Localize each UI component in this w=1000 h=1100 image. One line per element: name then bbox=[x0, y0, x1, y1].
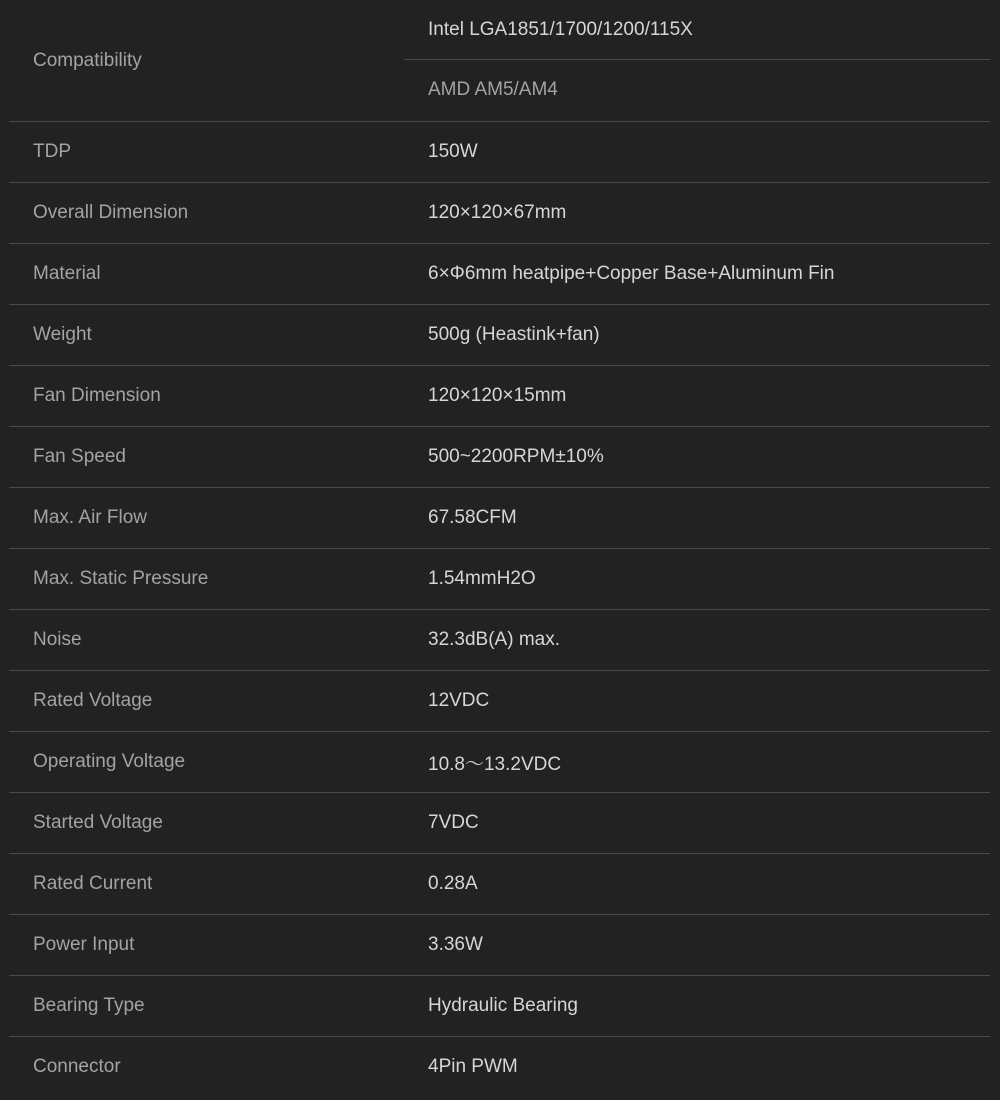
spec-label: Connector bbox=[33, 1056, 121, 1077]
spec-label: Max. Air Flow bbox=[33, 507, 148, 528]
spec-label: Bearing Type bbox=[33, 995, 145, 1016]
spec-table bbox=[9, 0, 990, 1097]
spec-label: Max. Static Pressure bbox=[33, 568, 209, 589]
spec-row-connector bbox=[9, 1037, 990, 1097]
spec-label: Fan Speed bbox=[33, 446, 126, 467]
spec-row-max-air-flow bbox=[9, 488, 990, 549]
spec-label: Weight bbox=[33, 324, 92, 345]
spec-row-material bbox=[9, 244, 990, 305]
spec-row-fan-dimension bbox=[9, 366, 990, 427]
spec-label: Noise bbox=[33, 629, 82, 650]
spec-row-max-static-pressure bbox=[9, 549, 990, 610]
spec-row-noise bbox=[9, 610, 990, 671]
spec-row-rated-current bbox=[9, 854, 990, 915]
spec-value: 120×120×67mm bbox=[428, 202, 567, 223]
spec-value: 120×120×15mm bbox=[428, 385, 567, 406]
spec-row-operating-voltage bbox=[9, 732, 990, 793]
spec-label: Compatibility bbox=[33, 49, 142, 71]
spec-value: 500~2200RPM±10% bbox=[428, 446, 604, 467]
spec-value: 1.54mmH2O bbox=[428, 568, 536, 589]
spec-value: 6×Φ6mm heatpipe+Copper Base+Aluminum Fin bbox=[428, 263, 835, 284]
spec-label: Started Voltage bbox=[33, 812, 163, 833]
spec-row-power-input bbox=[9, 915, 990, 976]
spec-value: 150W bbox=[428, 141, 478, 162]
spec-value: 4Pin PWM bbox=[428, 1056, 518, 1077]
spec-row-fan-speed bbox=[9, 427, 990, 488]
spec-label: Overall Dimension bbox=[33, 202, 189, 223]
spec-row-started-voltage bbox=[9, 793, 990, 854]
spec-value: 12VDC bbox=[428, 690, 490, 711]
spec-row-bearing-type bbox=[9, 976, 990, 1037]
spec-label: Power Input bbox=[33, 934, 135, 955]
spec-row-weight bbox=[9, 305, 990, 366]
spec-row-overall-dimension bbox=[9, 183, 990, 244]
spec-label: TDP bbox=[33, 141, 71, 162]
spec-label: Material bbox=[33, 263, 101, 284]
spec-label: Operating Voltage bbox=[33, 751, 186, 772]
spec-value: 32.3dB(A) max. bbox=[428, 629, 560, 650]
spec-label: Rated Current bbox=[33, 873, 153, 894]
spec-value: 3.36W bbox=[428, 934, 483, 955]
spec-value: 7VDC bbox=[428, 812, 479, 833]
spec-row-compatibility bbox=[9, 0, 990, 122]
spec-value: 500g (Heastink+fan) bbox=[428, 324, 600, 345]
spec-value: 67.58CFM bbox=[428, 507, 517, 528]
spec-label: Rated Voltage bbox=[33, 690, 153, 711]
spec-row-tdp bbox=[9, 122, 990, 183]
spec-value: 10.8～13.2VDC bbox=[428, 753, 562, 775]
spec-values bbox=[404, 0, 990, 121]
spec-row-rated-voltage bbox=[9, 671, 990, 732]
spec-value-amd: AMD AM5/AM4 bbox=[428, 79, 558, 100]
spec-label: Fan Dimension bbox=[33, 385, 161, 406]
spec-value-intel: Intel LGA1851/1700/1200/115X bbox=[404, 0, 990, 60]
spec-value: Hydraulic Bearing bbox=[428, 995, 578, 1016]
spec-value: 0.28A bbox=[428, 873, 478, 894]
